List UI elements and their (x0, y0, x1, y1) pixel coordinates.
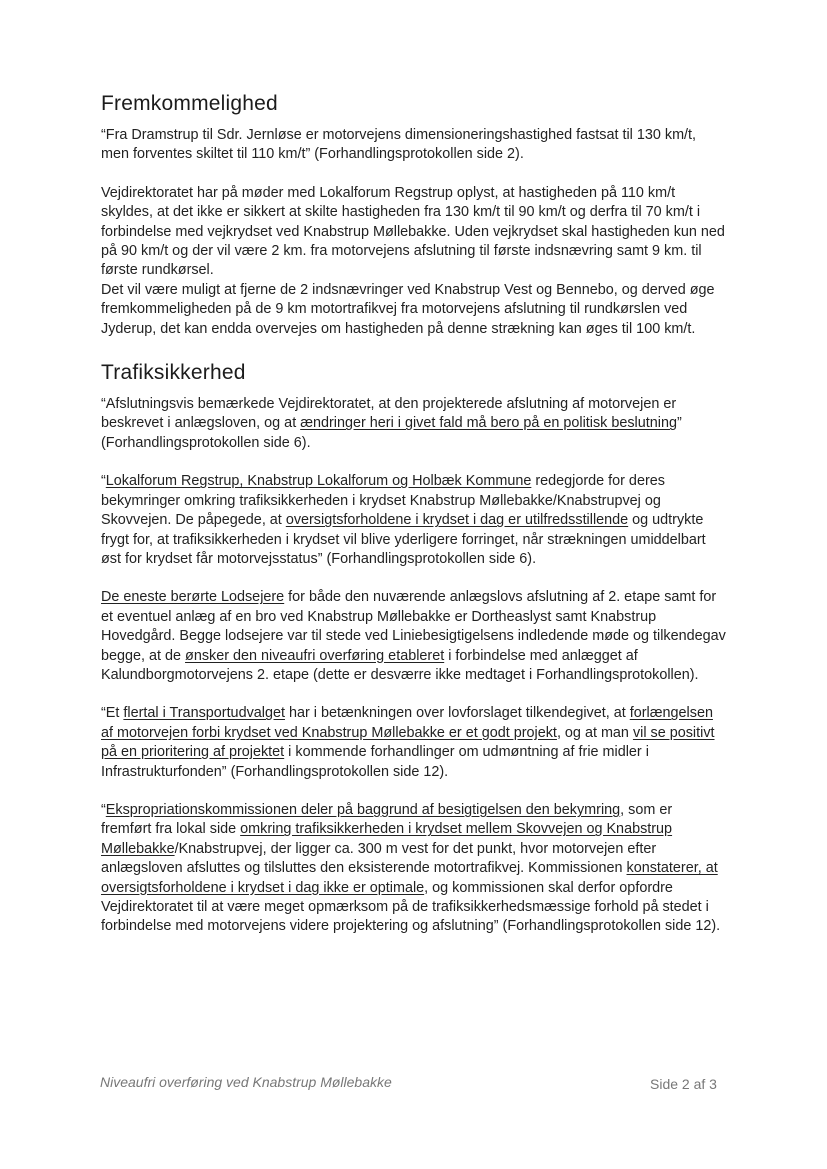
text-segment: “Et (101, 705, 124, 722)
paragraph-lodsejere (101, 588, 726, 685)
text-segment: redegjorde for deres bekymringer omkring trafiksikkerheden i krydset Knabstrup Møllebakke/Knabstrupvej og Skovvejen. De påpegede, at (101, 473, 665, 529)
underlined-phrase: oversigtsforholdene i krydset i dag er utilfredsstillende (285, 512, 629, 529)
text-segment: har i betænkningen over lovforslaget tilkendegivet, at (284, 705, 630, 722)
paragraph-quote-speed: “Fra Dramstrup til Sdr. Jernløse er motorvejens dimensioneringshastighed fastsat til 130 km/t, men forventes skiltet til 110 km/t” (Forhandlingsprotokollen side 2). (101, 127, 697, 163)
paragraph-indsnaevringer: Det vil være muligt at fjerne de 2 indsnævringer ved Knabstrup Vest og Bennebo, og derved øge fremkommeligheden på de 9 km motortrafikvej fra motorvejens afslutning til rundkørslen ved Jyderup, det kan endda overvejes om hastigheden på denne strækning kan øges til 100 km/t. (101, 281, 715, 337)
text-segment: og udtrykte frygt for, at trafiksikkerheden i krydset vil blive yderligere forringet, når strækningen umiddelbart øst for krydset får motorvejsstatus” (Forhandlingsprotokollen side 6). (101, 512, 706, 567)
paragraph-transportudvalget (101, 704, 726, 782)
text-segment: for både den nuværende anlægslovs afslutning af 2. etape samt for et eventuel anlæg af en bro ved Knabstrup Møllebakke er Dortheaslyst samt Knabstrup Hovedgård. Begge lodsejere var til stede ved Liniebesigtigelsens indledende møde og tilkendegav begge, at de (101, 589, 726, 664)
footer-document-title: Niveaufri overføring ved Knabstrup Møllebakke (100, 1074, 392, 1090)
text-segment: “Afslutningsvis bemærkede Vejdirektoratet, at den projekterede afslutning af motorvejen er beskrevet i anlægsloven, og at (101, 396, 677, 432)
underlined-phrase: flertal i Transportudvalget (123, 705, 285, 722)
underlined-phrase: Lokalforum Regstrup, Knabstrup Lokalforum og Holbæk Kommune (105, 473, 532, 490)
underlined-phrase: ønsker den niveaufri overføring etableret (185, 647, 445, 664)
underlined-phrase: Ekspropriationskommissionen deler på baggrund af besigtigelsen den bekymring (105, 801, 621, 818)
text-segment: ” (Forhandlingsprotokollen side 6). (101, 415, 682, 451)
heading-trafiksikkerhed: Trafiksikkerhed (101, 361, 246, 385)
text-segment: , og at man (556, 724, 633, 741)
text-segment: “ (101, 473, 106, 490)
underlined-phrase: vil se positivt på en prioritering af projektet (101, 724, 715, 761)
paragraph-lokalforum (101, 472, 726, 569)
paragraph-ekspropriationskommissionen (101, 801, 726, 937)
underlined-phrase: De eneste berørte Lodsejere (101, 589, 285, 606)
paragraph-afslutningsvis (101, 395, 726, 453)
text-segment: , som er fremført fra lokal side (101, 801, 673, 838)
underlined-phrase: omkring trafiksikkerheden i krydset mellem Skovvejen og Knabstrup Møllebakke (101, 821, 673, 857)
page-body (101, 92, 726, 937)
heading-fremkommelighed: Fremkommelighed (101, 92, 278, 115)
text-segment: i kommende forhandlinger om udmøntning af frie midler i Infrastrukturfonden” (Forhandlingsprotokollen side 12). (101, 744, 649, 780)
text-segment: “ (101, 801, 106, 818)
footer-page-number: Side 2 af 3 (650, 1076, 717, 1092)
underlined-phrase: forlængelsen af motorvejen forbi krydset ved Knabstrup Møllebakke er et godt projekt (101, 705, 713, 741)
text-segment: , og kommissionen skal derfor opfordre Vejdirektoratet til at være meget opmærksom på de trafiksikkerhedsmæssige forhold på stedet i forbindelse med motorvejens videre projektering og afslutning” (Forhandlingsprotokollen side 12). (101, 879, 721, 935)
paragraph-vejdirektoratet: Vejdirektoratet har på møder med Lokalforum Regstrup oplyst, at hastigheden på 110 km/t skyldes, at det ikke er sikkert at skilte hastigheden fra 130 km/t til 90 km/t og derfra til 70 km/t i forbindelse med vejkrydset ved Knabstrup Møllebakke. Uden vejkrydset skal hastigheden kun ned på 90 km/t og der vil være 2 km. fra motorvejens afslutning til første indsnævring samt 9 km. til første rundkørsel. (101, 184, 725, 279)
underlined-phrase: ændringer heri i givet fald må bero på en politisk beslutning (300, 415, 677, 432)
text-segment: i forbindelse med anlægget af Kalundborgmotorvejens 2. etape (dette er desværre ikke medtaget i Forhandlingsprotokollen). (101, 647, 699, 683)
underlined-phrase: konstaterer, at oversigtsforholdene i krydset i dag ikke er optimale (101, 860, 718, 896)
text-segment: /Knabstrupvej, der ligger ca. 300 m vest for det punkt, hvor motorvejen efter anlægsloven afsluttes og tilsluttes den eksisterende motortrafikvej. Kommissionen (101, 840, 657, 877)
